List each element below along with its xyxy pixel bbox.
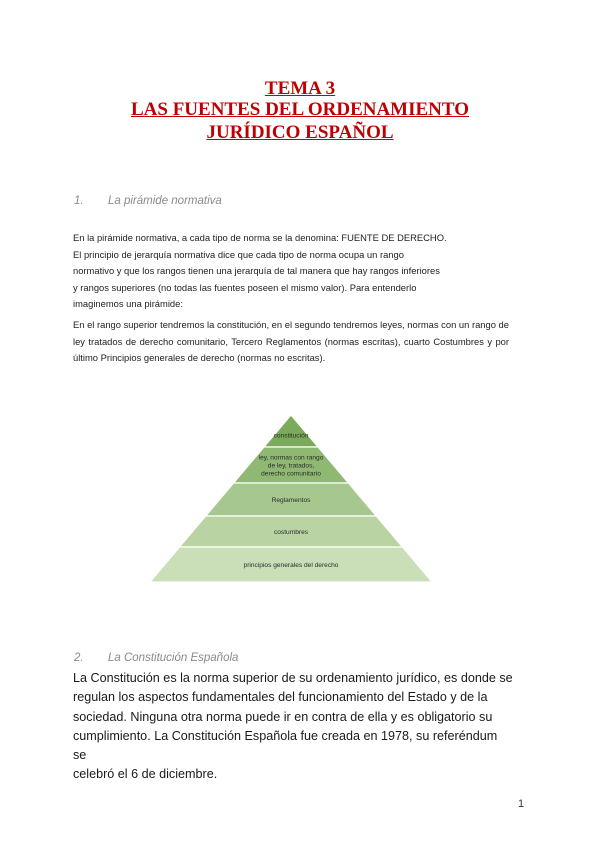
pyramid-levels — [150, 415, 432, 582]
paragraph-line: regulan los aspectos fundamentales del funcionamiento del Estado y de la — [73, 690, 488, 705]
paragraph-line: celebró el 6 de diciembre. — [73, 767, 218, 782]
document-title-line-1: TEMA 3 — [264, 78, 336, 99]
document-title-line-3: JURÍDICO ESPAÑOL — [206, 122, 394, 143]
pyramid-level-1-label: constitución — [273, 432, 309, 440]
pyramid-level-3-label: Reglamentos — [271, 497, 311, 504]
paragraph-line: y rangos superiores (no todas las fuentes poseen el mismo valor). Para entenderlo — [73, 281, 417, 293]
pyramid-level-5-label: principios generales del derecho — [243, 562, 339, 569]
section-1-paragraph-2: En el rango superior tendremos la constitución, en el segundo tendremos leyes, normas con un rango de ley tratados de derecho comunitario, Tercero Reglamentos (normas escritas), cuarto Costumbres y por último Principios generales de derecho (normas no escritas). — [73, 319, 509, 364]
section-2-paragraph — [73, 669, 513, 785]
pyramid-level-2-label: ley, normas con rango — [258, 454, 324, 462]
page-number: 1 — [518, 798, 525, 810]
pyramid-level-1 — [264, 415, 318, 447]
paragraph-line: sociedad. Ninguna otra norma puede ir en contra de ella y es obligatorio su — [73, 709, 493, 724]
pyramid-level-2-label: derecho comunitario — [261, 470, 321, 478]
paragraph-line: imaginemos una pirámide: — [73, 298, 183, 310]
section-2-heading — [74, 652, 238, 664]
document-title-line-2: LAS FUENTES DEL ORDENAMIENTO — [130, 99, 470, 120]
paragraph-line: La Constitución es la norma superior de su ordenamiento jurídico, es donde se — [73, 671, 513, 685]
paragraph-line: normativo y que los rangos tienen una jerarquía de tal manera que hay rangos inferiores — [73, 265, 440, 277]
pyramid-level-4-label: costumbres — [273, 529, 309, 536]
section-1-heading — [74, 195, 222, 207]
normative-pyramid — [150, 415, 432, 583]
section-1-paragraph-1 — [73, 230, 509, 313]
paragraph-line: El principio de jerarquía normativa dice que cada tipo de norma ocupa un rango — [73, 248, 404, 260]
section-2-title: La Constitución Española — [108, 652, 239, 664]
pyramid-level-2-label: de ley, tratados, — [267, 462, 315, 470]
section-1-number: 1. — [74, 195, 84, 207]
section-2-number: 2. — [74, 652, 84, 664]
section-1-title: La pirámide normativa — [108, 195, 222, 207]
paragraph-line: cumplimiento. La Constitución Española fue creada en 1978, su referéndum se — [73, 728, 498, 763]
paragraph-line: En la pirámide normativa, a cada tipo de norma se la denomina: FUENTE DE DERECHO. — [73, 232, 447, 243]
